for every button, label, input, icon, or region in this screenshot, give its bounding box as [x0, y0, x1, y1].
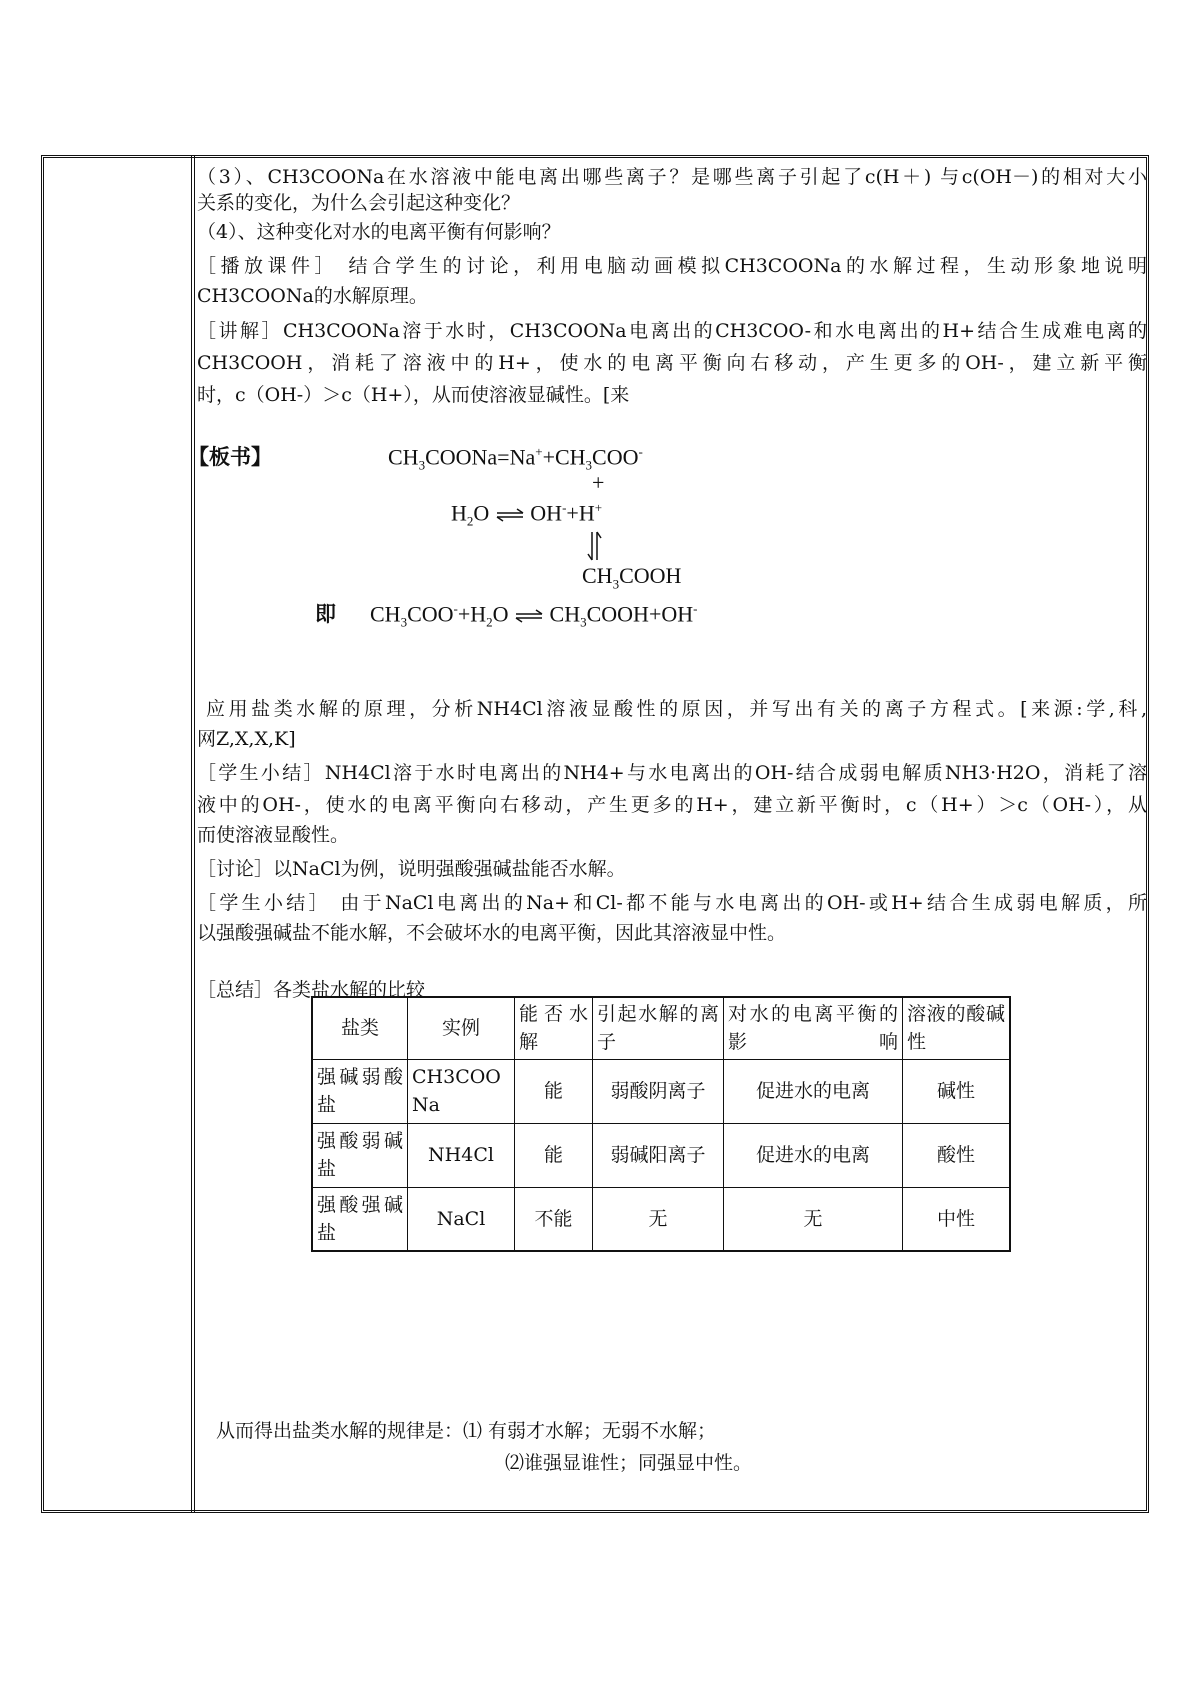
equilibrium-arrow-icon	[495, 508, 525, 522]
table-header-cell: 引起水解的离子	[593, 997, 724, 1059]
question-3-line-2: 关系的变化，为什么会引起这种变化？	[197, 192, 521, 214]
explain-line-2: CH3COOH，消耗了溶液中的H+，使水的电离平衡向右移动，产生更多的OH-，建立新平衡	[197, 352, 1147, 374]
table-cell: 无	[724, 1187, 903, 1251]
table-cell: 能	[515, 1123, 593, 1187]
table-cell: 酸性	[903, 1123, 1011, 1187]
table-row	[312, 1059, 1010, 1123]
table-cell: 促进水的电离	[724, 1059, 903, 1123]
table-header-cell: 对水的电离平衡的影响	[724, 997, 903, 1059]
student-summary-2-line-2: 以强酸强碱盐不能水解，不会破坏水的电离平衡，因此其溶液显中性。	[197, 922, 787, 944]
plus-sign: +	[592, 470, 605, 495]
table-header-cell: 盐类	[312, 997, 408, 1059]
ji-label: 即	[315, 602, 336, 626]
equation-ionization: $CH_3COONa=Na^++CH_3COO^-$	[388, 444, 643, 473]
table-header-cell: 溶液的酸碱性	[903, 997, 1011, 1059]
table-cell: 中性	[903, 1187, 1011, 1251]
column-divider	[191, 155, 195, 1513]
table-cell: 碱性	[903, 1059, 1011, 1123]
play-courseware-line-1: ［播放课件］ 结合学生的讨论，利用电脑动画模拟CH3COONa的水解过程，生动形象地说明	[197, 255, 1147, 277]
student-summary-2-line-1: ［学生小结］ 由于NaCl电离出的Na+和Cl-都不能与水电离出的OH-或H+结合生成弱电解质，所	[197, 892, 1147, 914]
student-summary-1-line-3: 而使溶液显酸性。	[197, 824, 350, 846]
acetic-acid-product: $CH_3COOH$	[582, 563, 682, 592]
table-cell: 不能	[515, 1187, 593, 1251]
discussion: ［讨论］以NaCl为例，说明强酸强碱盐能否水解。	[197, 858, 626, 880]
table-cell: 强酸强碱盐	[312, 1187, 408, 1251]
board-heading: 【板书】	[188, 445, 272, 469]
apply-line-1: 应用盐类水解的原理，分析NH4Cl溶液显酸性的原因，并写出有关的离子方程式。[来源:学,科,	[206, 698, 1147, 720]
table-cell: 弱酸阴离子	[593, 1059, 724, 1123]
table-header-row	[312, 997, 1010, 1059]
question-3-line-1: （3）、CH3COONa在水溶液中能电离出哪些离子？是哪些离子引起了c(H＋) 与c(OH－)的相对大小	[197, 166, 1147, 188]
student-summary-1-line-1: ［学生小结］NH4Cl溶于水时电离出的NH4+与水电离出的OH-结合成弱电解质NH3·H2O，消耗了溶	[197, 762, 1147, 784]
apply-line-2: 网Z,X,X,K]	[197, 728, 296, 750]
rule-line-2: ⑵谁强显谁性；同强显中性。	[505, 1452, 753, 1474]
table-cell: NaCl	[408, 1187, 515, 1251]
table-cell: 弱碱阳离子	[593, 1123, 724, 1187]
table-cell: 能	[515, 1059, 593, 1123]
equilibrium-arrow-icon	[514, 609, 544, 623]
student-summary-1-line-2: 液中的OH-，使水的电离平衡向右移动，产生更多的H+，建立新平衡时，c（H+）＞c（OH-），从	[197, 794, 1147, 816]
explain-line-3: 时，c（OH-）＞c（H+），从而使溶液显碱性。[来	[197, 384, 630, 406]
table-cell: 促进水的电离	[724, 1123, 903, 1187]
hydrolysis-comparison-table	[311, 996, 1011, 1252]
table-row	[312, 1123, 1010, 1187]
table-cell: CH3COONa	[408, 1059, 515, 1123]
explain-line-1: ［讲解］CH3COONa溶于水时，CH3COONa电离出的CH3COO-和水电离出的H+结合生成难电离的	[197, 320, 1147, 342]
table-cell: 强碱弱酸盐	[312, 1059, 408, 1123]
vertical-equilibrium-arrow-icon	[586, 530, 604, 562]
table-header-cell: 能否水解	[515, 997, 593, 1059]
equation-net-hydrolysis: $CH_3COO^-+H_2O$ $CH_3COOH+OH^-$	[370, 601, 698, 630]
question-4: （4）、这种变化对水的电离平衡有何影响？	[197, 221, 561, 243]
play-courseware-line-2: CH3COONa的水解原理。	[197, 285, 428, 307]
table-row	[312, 1187, 1010, 1251]
table-cell: NH4Cl	[408, 1123, 515, 1187]
table-header-cell: 实例	[408, 997, 515, 1059]
table-cell: 强酸弱碱盐	[312, 1123, 408, 1187]
table-cell: 无	[593, 1187, 724, 1251]
rule-line-1: 从而得出盐类水解的规律是：⑴ 有弱才水解；无弱不水解；	[216, 1420, 717, 1442]
summary-title: ［总结］各类盐水解的比较	[197, 979, 426, 1001]
equation-water-ionization: $H_2O$ OH-+H+	[451, 500, 603, 529]
